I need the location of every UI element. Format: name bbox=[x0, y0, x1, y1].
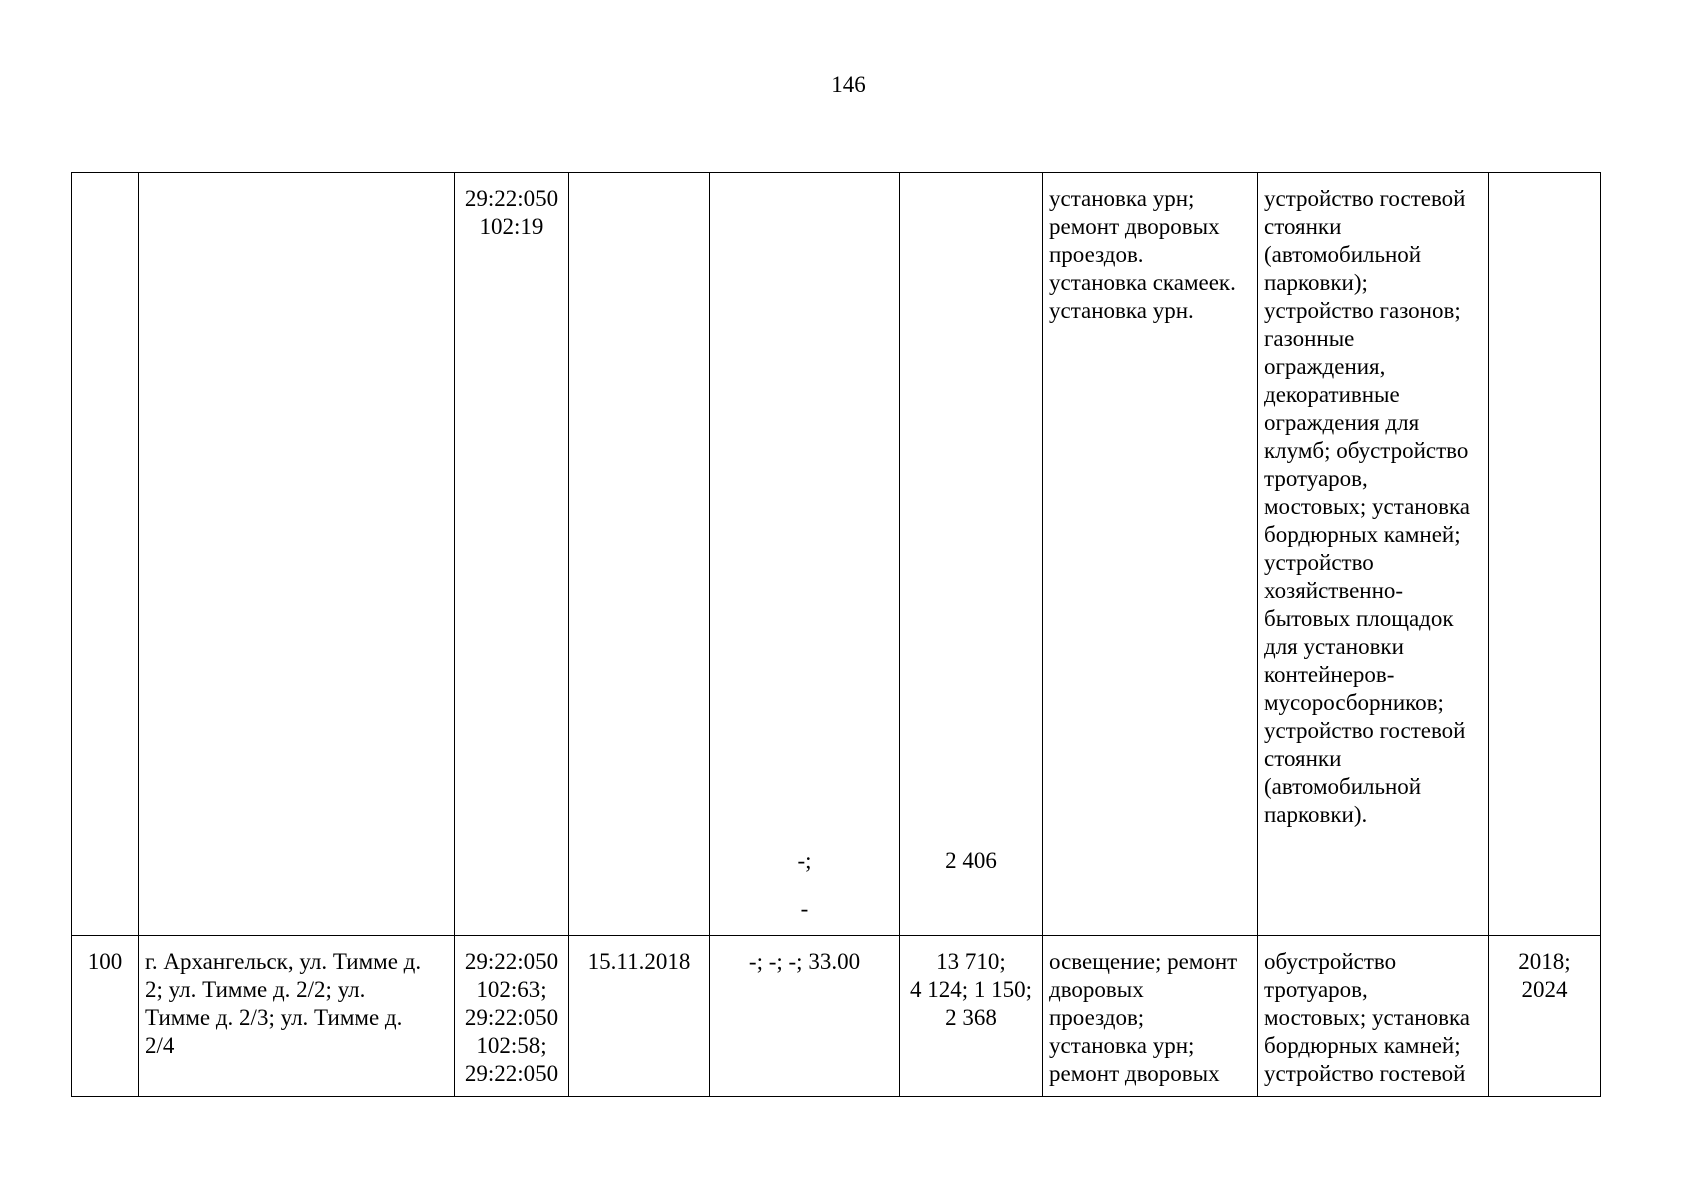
minimal-works-cell: установка урн; ремонт дворовых проездов. установка скамеек. установка урн. bbox=[1043, 173, 1258, 936]
area-values-line-1: -; bbox=[797, 848, 812, 873]
date-cell: 15.11.2018 bbox=[569, 936, 710, 1097]
area-values-cell bbox=[710, 173, 900, 936]
years-cell: 2018; 2024 bbox=[1489, 936, 1601, 1097]
address-cell: г. Архангельск, ул. Тимме д. 2; ул. Тимме д. 2/2; ул. Тимме д. 2/3; ул. Тимме д. 2/4 bbox=[139, 936, 455, 1097]
area-values-line-2: - bbox=[800, 896, 809, 921]
row-number-cell: 100 bbox=[72, 936, 139, 1097]
population-value: 2 406 bbox=[945, 848, 997, 873]
years-cell bbox=[1489, 173, 1601, 936]
date-cell bbox=[569, 173, 710, 936]
population-cell: 13 710; 4 124; 1 150; 2 368 bbox=[900, 936, 1043, 1097]
registry-table bbox=[71, 172, 1601, 1097]
cadastral-number-cell: 29:22:050 102:63; 29:22:050 102:58; 29:22:050 bbox=[455, 936, 569, 1097]
population-cell bbox=[900, 173, 1043, 936]
cadastral-number-cell: 29:22:050 102:19 bbox=[455, 173, 569, 936]
area-values-cell: -; -; -; 33.00 bbox=[710, 936, 900, 1097]
minimal-works-cell: освещение; ремонт дворовых проездов; установка урн; ремонт дворовых bbox=[1043, 936, 1258, 1097]
row-number-cell bbox=[72, 173, 139, 936]
additional-works-cell: обустройство тротуаров, мостовых; установка бордюрных камней; устройство гостевой bbox=[1258, 936, 1489, 1097]
table-row bbox=[72, 173, 1601, 936]
table-row bbox=[72, 936, 1601, 1097]
additional-works-cell: устройство гостевой стоянки (автомобильной парковки); устройство газонов; газонные ограждения, декоративные ограждения для клумб; обустройство тротуаров, мостовых; установка бордюрных камней; устройство хозяйственно- бытовых площадок для установки контейнеров- мусоросборников; устройство гостевой стоянки (автомобильной парковки). bbox=[1258, 173, 1489, 936]
page-number: 146 bbox=[831, 72, 866, 97]
address-cell bbox=[139, 173, 455, 936]
